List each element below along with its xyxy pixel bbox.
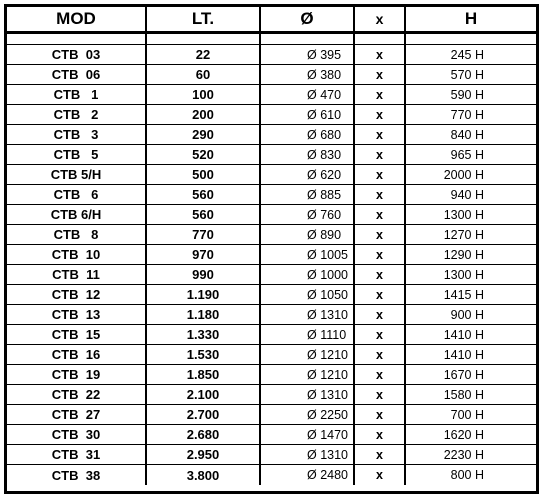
cell-x: x bbox=[355, 225, 406, 244]
table-row bbox=[7, 45, 536, 65]
table-row bbox=[7, 325, 536, 345]
cell-diameter: Ø 760 bbox=[261, 205, 355, 224]
cell-x: x bbox=[355, 105, 406, 124]
cell-diameter: Ø 2480 bbox=[261, 465, 355, 485]
table-row bbox=[7, 125, 536, 145]
table-row bbox=[7, 205, 536, 225]
cell-x: x bbox=[355, 305, 406, 324]
cell-model: CTB 15 bbox=[7, 325, 147, 344]
cell-model: CTB 6 bbox=[7, 185, 147, 204]
cell-height: 1580 H bbox=[443, 387, 484, 402]
cell-height: 2000 H bbox=[443, 167, 484, 182]
cell-diameter: Ø 620 bbox=[261, 165, 355, 184]
cell-x: x bbox=[355, 125, 406, 144]
cell-diameter: Ø 1470 bbox=[261, 425, 355, 444]
header-mod: MOD bbox=[7, 7, 147, 31]
spacer-cell bbox=[355, 34, 406, 44]
cell-diameter: Ø 380 bbox=[261, 65, 355, 84]
cell-liters: 500 bbox=[147, 165, 261, 184]
cell-x: x bbox=[355, 465, 406, 485]
cell-diameter: Ø 1000 bbox=[261, 265, 355, 284]
cell-x: x bbox=[355, 285, 406, 304]
cell-liters: 560 bbox=[147, 185, 261, 204]
header-diameter: Ø bbox=[261, 7, 355, 31]
cell-model: CTB 16 bbox=[7, 345, 147, 364]
table-body bbox=[7, 45, 536, 485]
cell-x: x bbox=[355, 185, 406, 204]
cell-diameter: Ø 1050 bbox=[261, 285, 355, 304]
cell-x: x bbox=[355, 325, 406, 344]
cell-liters: 520 bbox=[147, 145, 261, 164]
cell-x: x bbox=[355, 425, 406, 444]
cell-diameter: Ø 1210 bbox=[261, 345, 355, 364]
cell-diameter: Ø 680 bbox=[261, 125, 355, 144]
table-row bbox=[7, 465, 536, 485]
cell-height: 1300 H bbox=[443, 267, 484, 282]
cell-liters: 1.330 bbox=[147, 325, 261, 344]
table-row bbox=[7, 65, 536, 85]
cell-liters: 1.530 bbox=[147, 345, 261, 364]
table-row bbox=[7, 145, 536, 165]
cell-height: 1620 H bbox=[443, 427, 484, 442]
cell-liters: 200 bbox=[147, 105, 261, 124]
cell-model: CTB 30 bbox=[7, 425, 147, 444]
cell-diameter: Ø 1310 bbox=[261, 385, 355, 404]
cell-model: CTB 5/H bbox=[7, 165, 147, 184]
cell-height: 1410 H bbox=[443, 327, 484, 342]
cell-height: 840 H bbox=[450, 127, 484, 142]
cell-x: x bbox=[355, 265, 406, 284]
cell-liters: 2.100 bbox=[147, 385, 261, 404]
cell-x: x bbox=[355, 65, 406, 84]
cell-x: x bbox=[355, 165, 406, 184]
table-row bbox=[7, 265, 536, 285]
spacer-row bbox=[7, 34, 536, 45]
cell-height: 900 H bbox=[450, 307, 484, 322]
cell-model: CTB 1 bbox=[7, 85, 147, 104]
cell-diameter: Ø 890 bbox=[261, 225, 355, 244]
cell-height: 940 H bbox=[450, 187, 484, 202]
cell-liters: 1.180 bbox=[147, 305, 261, 324]
cell-height: 770 H bbox=[450, 107, 484, 122]
cell-x: x bbox=[355, 205, 406, 224]
cell-liters: 560 bbox=[147, 205, 261, 224]
cell-liters: 22 bbox=[147, 45, 261, 64]
cell-diameter: Ø 1310 bbox=[261, 445, 355, 464]
cell-x: x bbox=[355, 365, 406, 384]
cell-height: 1670 H bbox=[443, 367, 484, 382]
cell-x: x bbox=[355, 85, 406, 104]
cell-x: x bbox=[355, 45, 406, 64]
cell-x: x bbox=[355, 245, 406, 264]
cell-liters: 60 bbox=[147, 65, 261, 84]
cell-liters: 1.850 bbox=[147, 365, 261, 384]
cell-liters: 970 bbox=[147, 245, 261, 264]
cell-model: CTB 31 bbox=[7, 445, 147, 464]
cell-liters: 2.950 bbox=[147, 445, 261, 464]
table-row bbox=[7, 425, 536, 445]
cell-height: 1415 H bbox=[443, 287, 484, 302]
cell-diameter: Ø 395 bbox=[261, 45, 355, 64]
cell-liters: 2.680 bbox=[147, 425, 261, 444]
cell-height: 965 H bbox=[450, 147, 484, 162]
cell-model: CTB 19 bbox=[7, 365, 147, 384]
cell-height: 700 H bbox=[450, 407, 484, 422]
header-lt: LT. bbox=[147, 7, 261, 31]
table-row bbox=[7, 365, 536, 385]
cell-liters: 770 bbox=[147, 225, 261, 244]
table-row bbox=[7, 85, 536, 105]
header-x: x bbox=[355, 7, 406, 31]
cell-height: 245 H bbox=[450, 47, 484, 62]
cell-x: x bbox=[355, 345, 406, 364]
cell-liters: 990 bbox=[147, 265, 261, 284]
cell-height: 570 H bbox=[450, 67, 484, 82]
spacer-cell bbox=[147, 34, 261, 44]
table-row bbox=[7, 345, 536, 365]
table-row bbox=[7, 385, 536, 405]
product-table bbox=[4, 4, 539, 494]
cell-model: CTB 2 bbox=[7, 105, 147, 124]
spacer-cell bbox=[261, 34, 355, 44]
cell-diameter: Ø 1110 bbox=[261, 325, 355, 344]
table-row bbox=[7, 285, 536, 305]
cell-diameter: Ø 1310 bbox=[261, 305, 355, 324]
cell-x: x bbox=[355, 385, 406, 404]
header-height: H bbox=[464, 9, 478, 28]
cell-model: CTB 5 bbox=[7, 145, 147, 164]
cell-liters: 2.700 bbox=[147, 405, 261, 424]
table-row bbox=[7, 185, 536, 205]
table-row bbox=[7, 405, 536, 425]
table-row bbox=[7, 305, 536, 325]
cell-model: CTB 27 bbox=[7, 405, 147, 424]
cell-height: 800 H bbox=[450, 468, 484, 482]
cell-diameter: Ø 1005 bbox=[261, 245, 355, 264]
table-header bbox=[7, 7, 536, 34]
cell-x: x bbox=[355, 405, 406, 424]
cell-x: x bbox=[355, 445, 406, 464]
spacer-cell bbox=[7, 34, 147, 44]
cell-liters: 3.800 bbox=[147, 465, 261, 485]
cell-liters: 1.190 bbox=[147, 285, 261, 304]
cell-model: CTB 22 bbox=[7, 385, 147, 404]
cell-model: CTB 3 bbox=[7, 125, 147, 144]
cell-diameter: Ø 830 bbox=[261, 145, 355, 164]
table-row bbox=[7, 225, 536, 245]
cell-diameter: Ø 470 bbox=[261, 85, 355, 104]
cell-diameter: Ø 2250 bbox=[261, 405, 355, 424]
cell-model: CTB 06 bbox=[7, 65, 147, 84]
cell-height: 1410 H bbox=[443, 347, 484, 362]
spacer-cell bbox=[406, 34, 536, 44]
cell-model: CTB 11 bbox=[7, 265, 147, 284]
cell-diameter: Ø 1210 bbox=[261, 365, 355, 384]
cell-height: 2230 H bbox=[443, 447, 484, 462]
cell-diameter: Ø 610 bbox=[261, 105, 355, 124]
cell-model: CTB 8 bbox=[7, 225, 147, 244]
cell-model: CTB 13 bbox=[7, 305, 147, 324]
cell-height: 1290 H bbox=[443, 247, 484, 262]
cell-liters: 290 bbox=[147, 125, 261, 144]
table-row bbox=[7, 105, 536, 125]
cell-model: CTB 12 bbox=[7, 285, 147, 304]
cell-model: CTB 6/H bbox=[7, 205, 147, 224]
table-row bbox=[7, 245, 536, 265]
cell-model: CTB 03 bbox=[7, 45, 147, 64]
cell-height: 1300 H bbox=[443, 207, 484, 222]
cell-model: CTB 10 bbox=[7, 245, 147, 264]
cell-height: 590 H bbox=[450, 87, 484, 102]
cell-x: x bbox=[355, 145, 406, 164]
table-row bbox=[7, 165, 536, 185]
cell-diameter: Ø 885 bbox=[261, 185, 355, 204]
cell-liters: 100 bbox=[147, 85, 261, 104]
cell-model: CTB 38 bbox=[7, 465, 147, 485]
cell-height: 1270 H bbox=[443, 227, 484, 242]
table-row bbox=[7, 445, 536, 465]
